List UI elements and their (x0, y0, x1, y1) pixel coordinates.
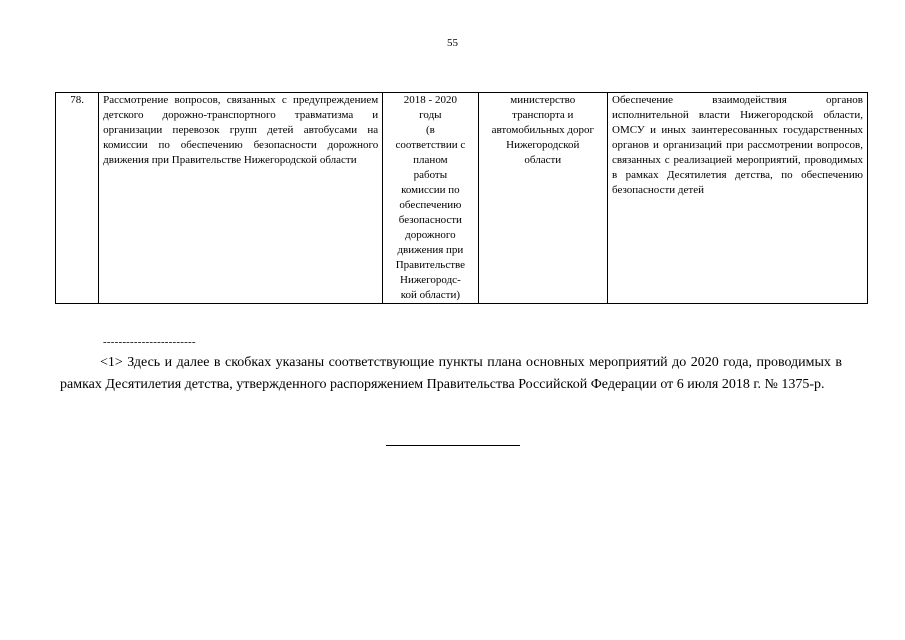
responsible-line: Нижегородской (506, 139, 580, 151)
term-line: 2018 - 2020 (403, 94, 457, 106)
footnote-separator: ------------------------ (103, 336, 196, 348)
responsible-cell (478, 93, 607, 304)
term-line: соответствии с (395, 139, 466, 151)
footnote-text: <1> Здесь и далее в скобках указаны соответствующие пункты плана основных мероприятий до 2020 года, проводимых в рамках Десятилетия детства, утвержденного распоряжением Правительства Российской Федерации от 6 июля 2018 г. № 1375-р. (60, 355, 842, 392)
term-line: движения при (397, 244, 464, 256)
responsible-line: автомобильных дорог (491, 124, 594, 136)
page-number: 55 (447, 37, 458, 49)
responsible-line: министерство (510, 94, 576, 106)
responsible-line: транспорта и (512, 109, 574, 121)
term-line: безопасности (398, 214, 462, 226)
term-line: Нижегородс- (400, 274, 461, 286)
term-line: работы (413, 169, 448, 181)
term-line: (в (425, 124, 435, 136)
term-line: кой области) (400, 289, 461, 301)
term-line: Правительстве (395, 259, 466, 271)
responsible-line: области (524, 154, 562, 166)
term-line: комиссии по (401, 184, 460, 196)
row-number-cell: 78. (56, 93, 99, 304)
term-line: дорожного (405, 229, 456, 241)
end-rule (386, 445, 520, 446)
term-line: обеспечению (399, 199, 462, 211)
term-line: годы (419, 109, 442, 121)
expected-result-cell: Обеспечение взаимодействия органов исполнительной власти Нижегородской области, ОМСУ и иных заинтересованных государственных органов и организаций при рассмотрении вопросов, связанных с реализацией мероприятий, проводимых в рамках Десятилетия детства, по обеспечению безопасности детей (608, 93, 868, 304)
term-line: планом (413, 154, 448, 166)
plan-table (55, 92, 868, 304)
table-row (56, 93, 868, 304)
event-name-cell: Рассмотрение вопросов, связанных с предупреждением детского дорожно-транспортного травматизма и организации перевозок групп детей автобусами на комиссии по обеспечению безопасности дорожного движения при Правительстве Нижегородской области (99, 93, 383, 304)
term-cell (383, 93, 478, 304)
